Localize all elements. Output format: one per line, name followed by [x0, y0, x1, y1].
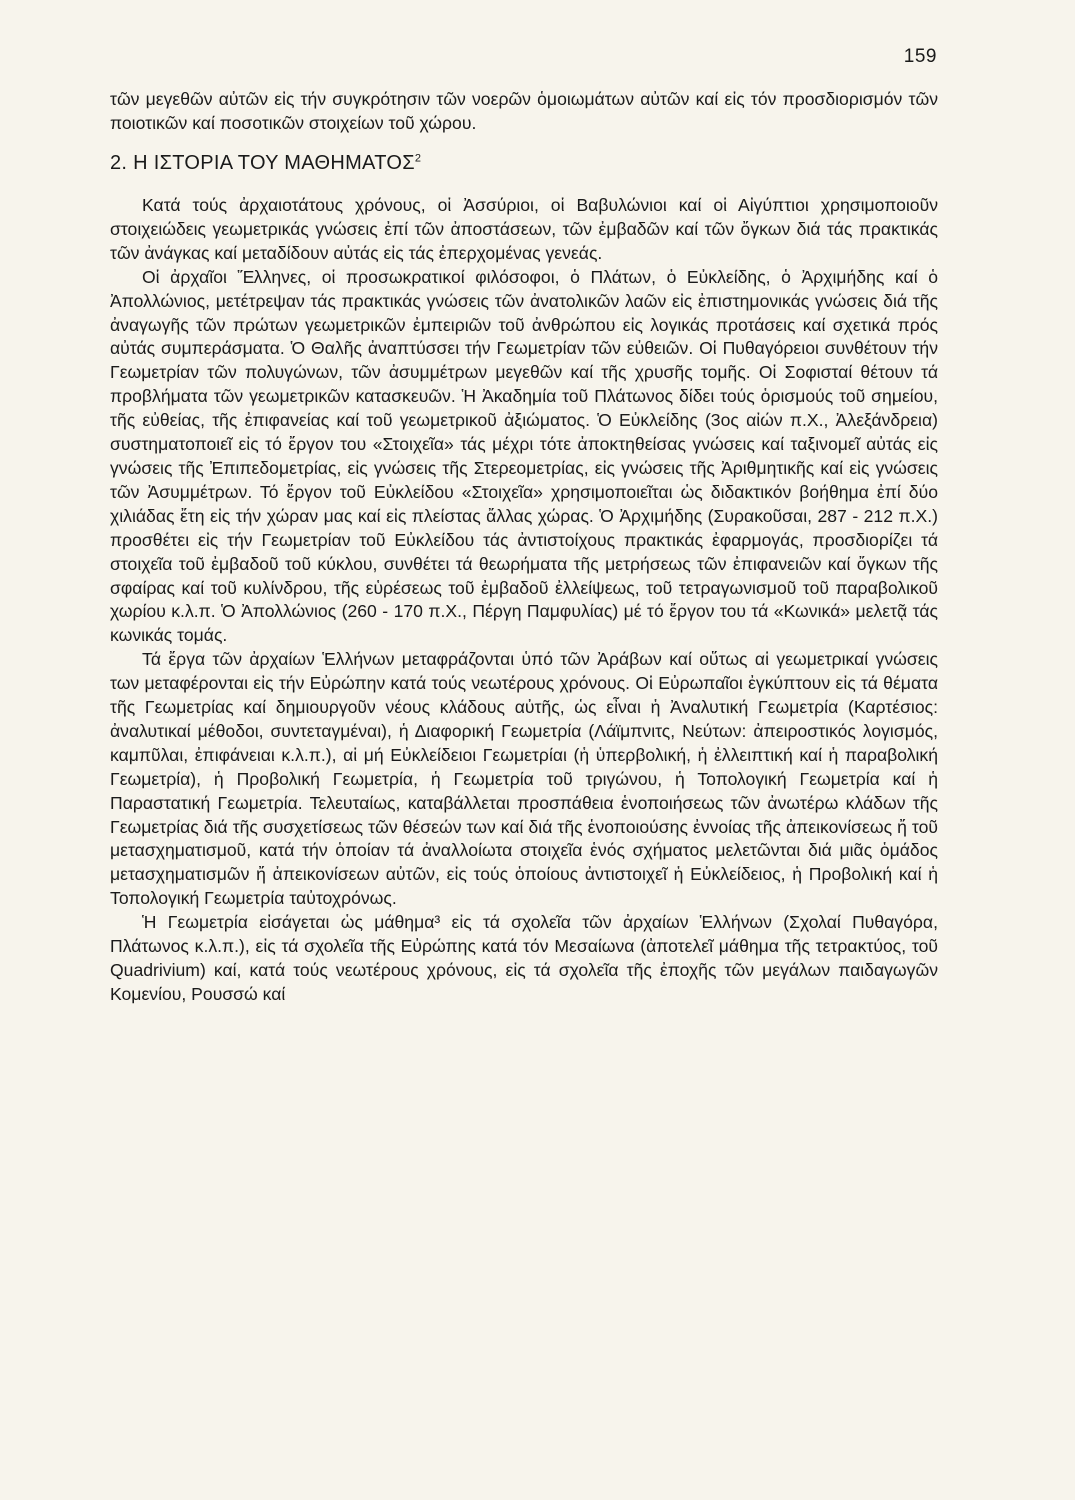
section-number: 2.	[110, 152, 128, 174]
paragraph-2: Οἱ ἀρχαῖοι Ἕλληνες, οἱ προσωκρατικοί φιλόσοφοι, ὁ Πλάτων, ὁ Εὐκλείδης, ὁ Ἀρχιμήδης καί ὁ Ἀπολλώνιος, μετέτρεψαν τάς πρακτικάς γνώσεις τῶν ἀνατολικῶν λαῶν εἰς ἐπιστημονικάς γνώσεις διά τῆς ἀναγωγῆς τῶν πρώτων γεωμετρικῶν ἐμπειριῶν τοῦ ἀνθρώπου εἰς λογικάς προτάσεις καί σχετικά πρός αὐτάς συμπεράσματα. Ὁ Θαλῆς ἀναπτύσσει τήν Γεωμετρίαν τῶν εὐθειῶν. Οἱ Πυθαγόρειοι συνθέτουν τήν Γεωμετρίαν τῶν πολυγώνων, τῶν ἀσυμμέτρων μεγεθῶν καί τῆς χρυσῆς τομῆς. Οἱ Σοφισταί θέτουν τά προβλήματα τῶν γεωμετρικῶν κατασκευῶν. Ἡ Ἀκαδημία τοῦ Πλάτωνος δίδει τούς ὁρισμούς τοῦ σημείου, τῆς εὐθείας, τῆς ἐπιφανείας καί τοῦ γεωμετρικοῦ ἀξιώματος. Ὁ Εὐκλείδης (3ος αἰών π.Χ., Ἀλεξάνδρεια) συστηματοποιεῖ εἰς τό ἔργον του «Στοιχεῖα» τάς μέχρι τότε ἀποκτηθείσας γνώσεις καί ταξινομεῖ αὐτάς εἰς γνώσεις τῆς Ἐπιπεδομετρίας, εἰς γνώσεις τῆς Στερεομετρίας, εἰς γνώσεις τῆς Ἀριθμητικῆς καί εἰς γνώσεις τῶν Ἀσυμμέτρων. Τό ἔργον τοῦ Εὐκλείδου «Στοιχεῖα» χρησιμοποιεῖται ὡς διδακτικόν βοήθημα ἐπί δύο χιλιάδας ἔτη εἰς τήν χώραν μας καί εἰς πλείστας ἄλλας χώρας. Ὁ Ἀρχιμήδης (Συρακοῦσαι, 287 - 212 π.Χ.) προσθέτει εἰς τήν Γεωμετρίαν τοῦ Εὐκλείδου τάς ἀντιστοίχους πρακτικάς ἐφαρμογάς, προσδιορίζει τά στοιχεῖα τοῦ ἐμβαδοῦ τοῦ κύκλου, συνθέτει τά θεωρήματα τῆς μετρήσεως τῶν ἐπιφανειῶν καί ὄγκων τῆς σφαίρας καί τοῦ κυλίνδρου, τῆς εὑρέσεως τοῦ ἐμβαδοῦ ἐλλείψεως, τοῦ τετραγωνισμοῦ τοῦ παραβολικοῦ χωρίου κ.λ.π. Ὁ Ἀπολλώνιος (260 - 170 π.Χ., Πέργη Παμφυλίας) μέ τό ἔργον του τά «Κωνικά» μελετᾷ τάς κωνικάς τομάς.	[110, 266, 938, 646]
section-title: Η ΙΣΤΟΡΙΑ ΤΟΥ ΜΑΘΗΜΑΤΟΣ	[133, 152, 415, 174]
paragraph-1: Κατά τούς ἀρχαιοτάτους χρόνους, οἱ Ἀσσύριοι, οἱ Βαβυλώνιοι καί οἱ Αἰγύπτιοι χρησιμοποιοῦν στοιχειώδεις γεωμετρικάς γνώσεις ἐπί τῶν ἀποστάσεων, τῶν ἐμβαδῶν καί τῶν ὄγκων διά τάς πρακτικάς τῶν ἀνάγκας καί μεταδίδουν αὐτάς εἰς τάς ἐπερχομένας γενεάς.	[110, 195, 938, 263]
footnote-mark: 2	[414, 152, 422, 165]
paragraph-4: Ἡ Γεωμετρία εἰσάγεται ὡς μάθημα³ εἰς τά σχολεῖα τῶν ἀρχαίων Ἑλλήνων (Σχολαί Πυθαγόρα, Πλάτωνος κ.λ.π.), εἰς τά σχολεῖα τῆς Εὐρώπης κατά τόν Μεσαίωνα (ἀποτελεῖ μάθημα τῆς τετρακτύος, τοῦ Quadrivium) καί, κατά τούς νεωτέρους χρόνους, εἰς τά σχολεῖα τῆς ἐποχῆς τῶν μεγάλων παιδαγωγῶν Κομενίου, Ρουσσώ καί	[110, 912, 938, 1004]
intro-paragraph: τῶν μεγεθῶν αὐτῶν εἰς τήν συγκρότησιν τῶν νοερῶν ὁμοιωμάτων αὐτῶν καί εἰς τόν προσδιορισμόν τῶν ποιοτικῶν καί ποσοτικῶν στοιχείων τοῦ χώρου.	[110, 89, 938, 133]
paragraph-3: Τά ἔργα τῶν ἀρχαίων Ἑλλήνων μεταφράζονται ὑπό τῶν Ἀράβων καί οὕτως αἱ γεωμετρικαί γνώσεις των μεταφέρονται εἰς τήν Εὐρώπην κατά τούς νεωτέρους χρόνους. Οἱ Εὐρωπαῖοι ἐγκύπτουν εἰς τά θέματα τῆς Γεωμετρίας καί δημιουργοῦν νέους κλάδους αὐτῆς, ὡς εἶναι ἡ Ἀναλυτική Γεωμετρία (Καρτέσιος: ἀναλυτικαί μέθοδοι, συντεταγμέναι), ἡ Διαφορική Γεωμετρία (Λάϊμπνιτς, Νεύτων: ἀπειροστικός λογισμός, καμπῦλαι, ἐπιφάνειαι κ.λ.π.), αἱ μή Εὐκλείδειοι Γεωμετρίαι (ἡ ὑπερβολική, ἡ ἐλλειπτική καί ἡ παραβολική Γεωμετρία), ἡ Προβολική Γεωμετρία, ἡ Γεωμετρία τοῦ τριγώνου, ἡ Τοπολογική Γεωμετρία καί ἡ Παραστατική Γεωμετρία. Τελευταίως, καταβάλλεται προσπάθεια ἑνοποιήσεως τῶν ἀνωτέρω κλάδων τῆς Γεωμετρίας διά τῆς συσχετίσεως τῶν θέσεών των καί διά τῆς ἑνοποιούσης ἐννοίας τῆς ἀπεικονίσεως ἤ τοῦ μετασχηματισμοῦ, κατά τήν ὁποίαν τά ἀναλλοίωτα στοιχεῖα ἑνός σχήματος μελετῶνται διά μιᾶς ὁμάδος μετασχηματισμῶν ἤ ἀπεικονίσεων αὐτῶν, εἰς τούς ὁποίους ἀντιστοιχεῖ ἡ Εὐκλείδειος, ἡ Προβολική καί ἡ Τοπολογική Γεωμετρία ταὐτοχρόνως.	[110, 649, 938, 909]
page-number: 159	[903, 46, 937, 67]
section-body	[110, 194, 938, 1007]
section-heading	[110, 152, 421, 175]
